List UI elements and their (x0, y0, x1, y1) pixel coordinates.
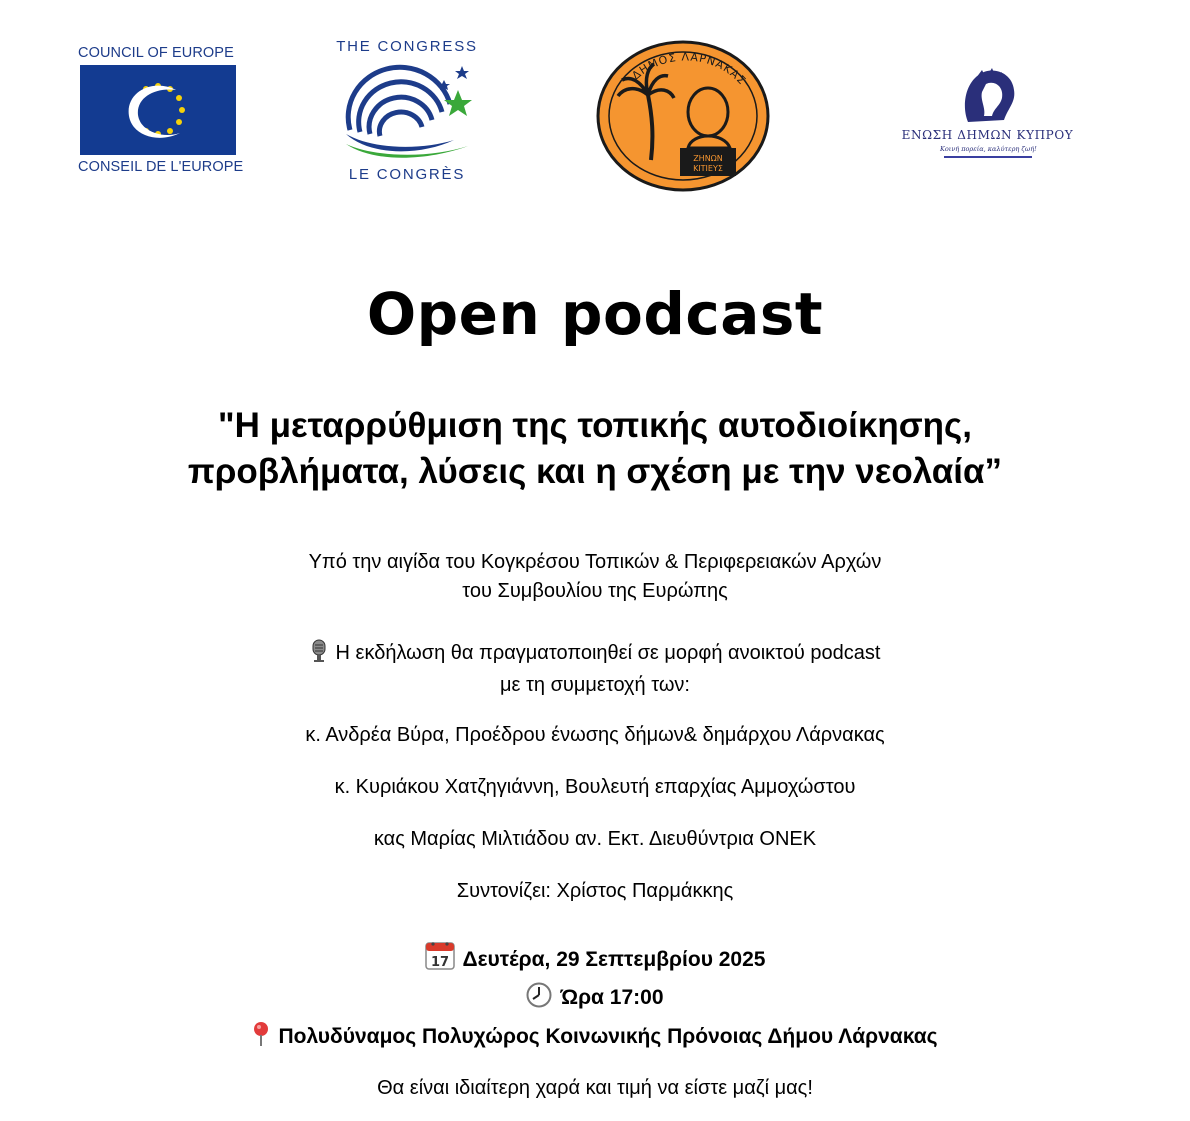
coe-bottom-text: CONSEIL DE L'EUROPE (78, 159, 244, 175)
event-date-text: Δευτέρα, 29 Σεπτεμβρίου 2025 (462, 948, 766, 971)
event-venue-text: Πολυδύναμος Πολυχώρος Κοινωνικής Πρόνοιας Δήμου Λάρνακας (278, 1025, 938, 1048)
subtitle-line-1: "Η μεταρρύθμιση της τοπικής αυτοδιοίκησης, (218, 406, 972, 445)
union-name: ΕΝΩΣΗ ΔΗΜΩΝ ΚΥΠΡΟΥ (901, 128, 1074, 142)
coe-flag (80, 65, 236, 155)
svg-text:ZHNΩN: ZHNΩN (693, 154, 723, 163)
larnaca-municipality-logo (596, 40, 770, 197)
goddess-head-icon (958, 68, 1018, 124)
event-line-1 (0, 639, 1190, 669)
moderator: Συντονίζει: Χρίστος Παρμάκκης (456, 880, 734, 902)
closing-message: Θα είναι ιδιαίτερη χαρά και τιμή να είστε μαζί μας! (377, 1077, 813, 1099)
subtitle-line-2: προβλήματα, λύσεις και η σχέση με την νεολαία” (187, 452, 1003, 491)
coe-top-text: COUNCIL OF EUROPE (78, 45, 234, 61)
calendar-icon (425, 940, 455, 976)
congress-logo (332, 36, 482, 186)
coin-rim-text: ΔΗΜΟΣ ΛΑΡΝΑΚΑΣ (629, 50, 749, 88)
larnaca-coin-icon (596, 40, 770, 192)
svg-text:17: 17 (430, 955, 449, 970)
location-pin-icon (252, 1021, 270, 1053)
participant-1: κ. Ανδρέα Βύρα, Προέδρου ένωσης δήμων& δημάρχου Λάρνακας (305, 724, 885, 746)
congress-hemicycle-icon (340, 60, 480, 164)
aegis-line-1: Υπό την αιγίδα του Κογκρέσου Τοπικών & Περιφερειακών Αρχών (308, 551, 882, 573)
congress-bottom-text: LE CONGRÈS (348, 166, 466, 183)
event-venue (0, 1021, 1190, 1053)
clock-icon (526, 982, 552, 1014)
event-text-1: Η εκδήλωση θα πραγματοποιηθεί σε μορφή ανοικτού podcast (335, 642, 881, 664)
event-date (0, 940, 1190, 976)
event-time (0, 982, 1190, 1014)
event-time-text: Ώρα 17:00 (560, 986, 664, 1009)
council-of-europe-logo (78, 45, 244, 180)
aegis-line-2: του Συμβουλίου της Ευρώπης (462, 580, 728, 602)
union-tagline: Κοινή πορεία, καλύτερη ζωή! (940, 145, 1037, 153)
participant-3: κας Μαρίας Μιλτιάδου αν. Εκτ. Διευθύντρια ΟΝΕΚ (373, 828, 817, 850)
union-of-cyprus-municipalities-logo (900, 68, 1075, 168)
congress-top-text: THE CONGRESS (336, 38, 478, 55)
page-title: Open podcast (366, 280, 824, 348)
union-underline (944, 156, 1032, 158)
participant-2: κ. Κυριάκου Χατζηγιάννη, Βουλευτή επαρχίας Αμμοχώστου (334, 776, 856, 798)
microphone-icon (310, 639, 328, 669)
event-line-2: με τη συμμετοχή των: (500, 674, 690, 696)
coe-stars-icon (80, 65, 236, 155)
svg-text:KITIEYΣ: KITIEYΣ (693, 164, 723, 173)
